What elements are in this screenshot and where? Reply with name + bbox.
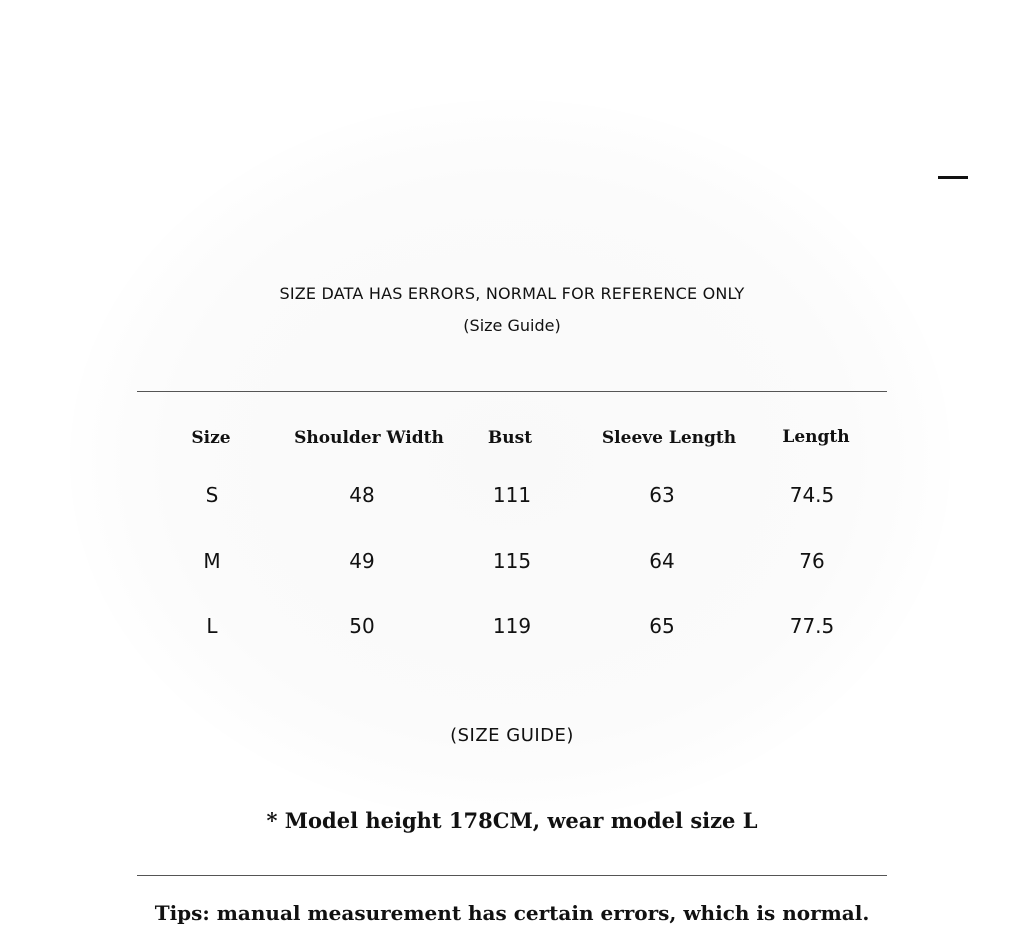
cell-shoulder-width: 50 — [349, 614, 375, 638]
header-shoulder-width: Shoulder Width — [294, 428, 444, 448]
header-sleeve-length: Sleeve Length — [601, 428, 737, 448]
header-bust: Bust — [487, 428, 533, 448]
cell-size: L — [206, 614, 218, 638]
cell-bust: 119 — [492, 614, 532, 638]
minus-icon — [938, 176, 968, 179]
cell-shoulder-width: 49 — [349, 549, 375, 573]
cell-bust: 111 — [492, 483, 532, 507]
background-glow — [70, 100, 950, 820]
header-size: Size — [191, 428, 231, 448]
header-length: Length — [782, 427, 850, 447]
size-guide-subtitle: (Size Guide) — [463, 316, 561, 335]
size-guide-label: (SIZE GUIDE) — [450, 725, 574, 746]
tips-text: Tips: manual measurement has certain errors, which is normal. — [154, 901, 870, 925]
cell-length: 74.5 — [789, 483, 835, 507]
model-note: * Model height 178CM, wear model size L — [266, 808, 758, 833]
cell-length: 77.5 — [789, 614, 835, 638]
reference-notice: SIZE DATA HAS ERRORS, NORMAL FOR REFERENCE ONLY — [279, 284, 745, 303]
cell-bust: 115 — [492, 549, 532, 573]
cell-length: 76 — [799, 549, 825, 573]
cell-sleeve-length: 65 — [649, 614, 675, 638]
bottom-divider — [137, 875, 887, 876]
cell-sleeve-length: 63 — [649, 483, 675, 507]
cell-size: M — [203, 549, 221, 573]
cell-shoulder-width: 48 — [349, 483, 375, 507]
top-divider — [137, 391, 887, 392]
cell-sleeve-length: 64 — [649, 549, 675, 573]
cell-size: S — [205, 483, 219, 507]
